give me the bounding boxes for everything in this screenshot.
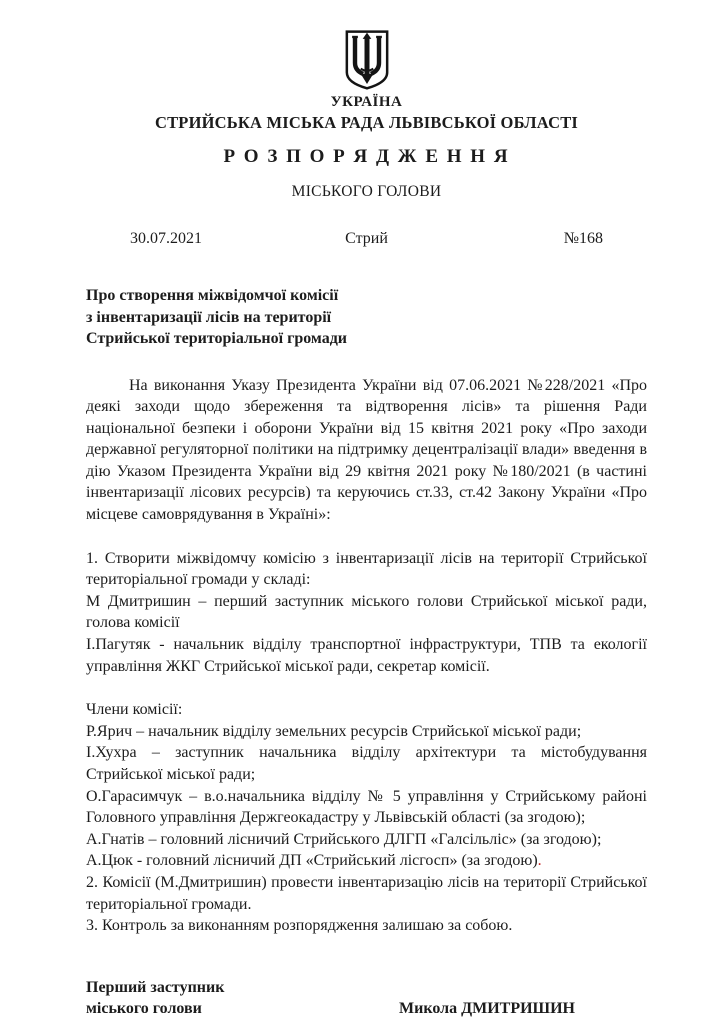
member-line-last bbox=[86, 850, 647, 872]
signer-title bbox=[86, 977, 224, 1020]
red-period: . bbox=[537, 852, 542, 870]
meta-row bbox=[86, 230, 647, 248]
ukraine-trident-coat-of-arms-icon bbox=[343, 29, 391, 91]
member-line: А.Гнатів – головний лісничий Стрийського ДЛГП «Галсільліс» (за згодою); bbox=[86, 830, 602, 848]
subject-block bbox=[86, 285, 647, 350]
document-subtype-title: МІСЬКОГО ГОЛОВИ bbox=[291, 183, 442, 200]
order-item-2: 2. Комісії (М.Дмитришин) провести інвентаризацію лісів на території Стрийської територіальної громади. bbox=[86, 873, 647, 913]
order-item-1: 1. Створити міжвідомчу комісію з інвентаризації лісів на території Стрийської територіальної громади у складі: bbox=[86, 549, 647, 589]
document-place: Стрий bbox=[345, 230, 388, 247]
commission-secretary-line: І.Пагутяк - начальник відділу транспортної інфраструктури, ТПВ та екології управління ЖКГ Стрийської міської ради, секретар комісії. bbox=[86, 636, 647, 675]
document-content bbox=[86, 0, 647, 1020]
council-title: СТРИЙСЬКА МІСЬКА РАДА ЛЬВІВСЬКОЇ ОБЛАСТІ bbox=[154, 113, 579, 132]
order-item-3: 3. Контроль за виконанням розпорядження залишаю за собою. bbox=[86, 917, 513, 935]
commission-head-line: М Дмитришин – перший заступник міського голови Стрийської міської ради, голова комісії bbox=[86, 592, 647, 632]
members-label: Члени комісії: bbox=[86, 701, 183, 719]
preamble-paragraph: На виконання Указу Президента України від 07.06.2021 №228/2021 «Про деякі заходи щодо збереження та відтворення лісів» та рішення Ради національної безпеки і оборони України від 15 квітня 2021 року «Про заходи державної регуляторної політики на підтримку децентралізації влади» введення в дію Указом Президента України від 29 квітня 2021 року №180/2021 (в частині інвентаризації лісових ресурсів) та керуючись ст.33, ст.42 Закону України «Про місцеве самоврядування в Україні»: bbox=[86, 376, 647, 524]
member-line: Р.Ярич – начальник відділу земельних ресурсів Стрийської міської ради; bbox=[86, 722, 582, 740]
document-type-title: Р О З П О Р Я Д Ж Е Н Н Я bbox=[223, 146, 510, 167]
country-title: УКРАЇНА bbox=[330, 94, 403, 110]
document-date: 30.07.2021 bbox=[130, 230, 202, 247]
subject-line: Про створення міжвідомчої комісії bbox=[86, 287, 339, 304]
emblem-container bbox=[86, 0, 647, 91]
signer-title-line: Перший заступник bbox=[86, 978, 225, 996]
member-line: О.Гарасимчук – в.о.начальника відділу № 5 управління у Стрийському районі Головного управління Держгеокадастру у Львівській області (за згодою); bbox=[86, 787, 647, 827]
signature-block bbox=[86, 977, 647, 1020]
member-line: І.Хухра – заступник начальника відділу архітектури та містобудування Стрийської міської ради; bbox=[86, 744, 647, 783]
subject-line: з інвентаризації лісів на території bbox=[86, 308, 332, 326]
document-number: №168 bbox=[563, 230, 604, 247]
signer-title-line: міського голови bbox=[86, 1000, 202, 1018]
signer-name: Микола ДМИТРИШИН bbox=[399, 1000, 575, 1018]
member-line-text: А.Цюк - головний лісничий ДП «Стрийський лісгосп» (за згодою) bbox=[86, 852, 538, 870]
subject-line: Стрийської територіальної громади bbox=[86, 330, 348, 347]
